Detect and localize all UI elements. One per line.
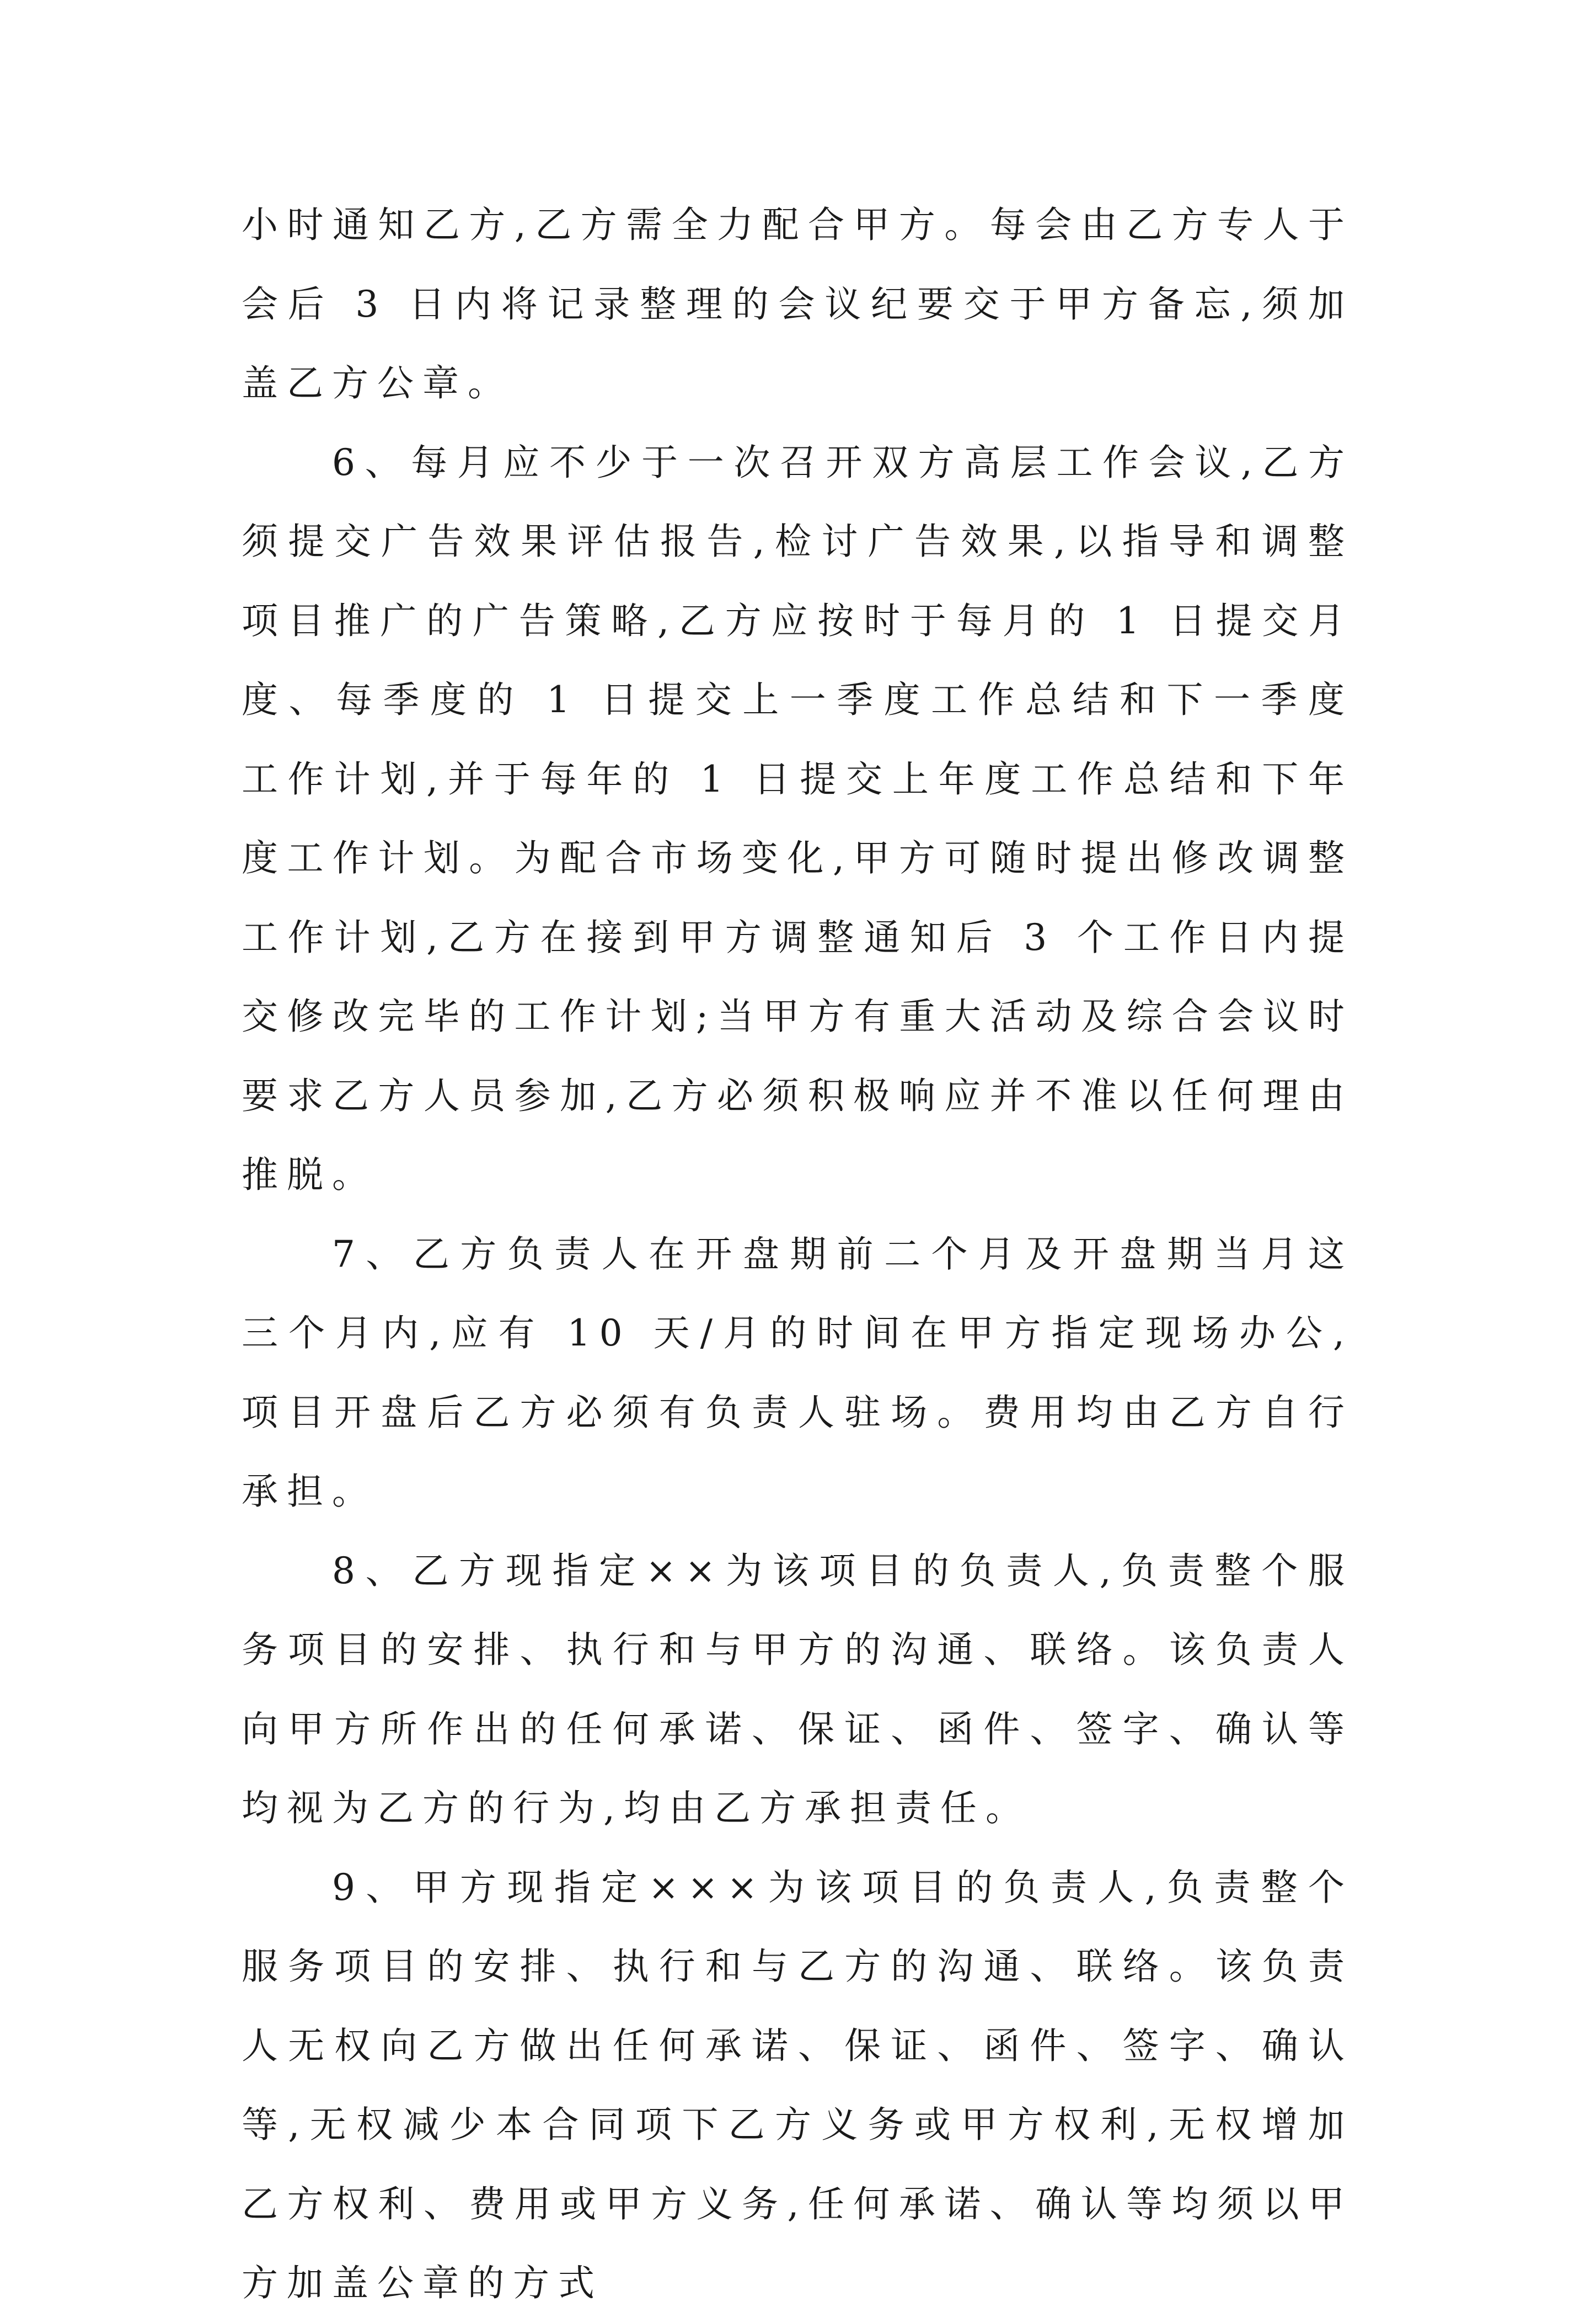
- paragraph-continuation: 小时通知乙方,乙方需全力配合甲方。每会由乙方专人于会后 3 日内将记录整理的会议纪要交于甲方备忘,须加盖乙方公章。: [242, 204, 1353, 404]
- paragraph-clause-9: 9、甲方现指定×××为该项目的负责人,负责整个服务项目的安排、执行和与乙方的沟通、联络。该负责人无权向乙方做出任何承诺、保证、函件、签字、确认等,无权减少本合同项下乙方义务或甲方权利,无权增加乙方权利、费用或甲方义务,任何承诺、确认等均须以甲方加盖公章的方式: [242, 1866, 1353, 2304]
- paragraph-clause-7: 7、乙方负责人在开盘期前二个月及开盘期当月这三个月内,应有 10 天/月的时间在甲方指定现场办公,项目开盘后乙方必须有负责人驻场。费用均由乙方自行承担。: [242, 1232, 1353, 1513]
- paragraph-clause-6: 6、每月应不少于一次召开双方高层工作会议,乙方须提交广告效果评估报告,检讨广告效果,以指导和调整项目推广的广告策略,乙方应按时于每月的 1 日提交月度、每季度的 1 日提交上一季度工作总结和下一季度工作计划,并于每年的 1 日提交上年度工作总结和下年度工作计划。为配合市场变化,甲方可随时提出修改调整工作计划,乙方在接到甲方调整通知后 3 个工作日内提交修改完毕的工作计划;当甲方有重大活动及综合会议时要求乙方人员参加,乙方必须积极响应并不准以任何理由推脱。: [242, 441, 1353, 1196]
- paragraph-clause-8: 8、乙方现指定××为该项目的负责人,负责整个服务项目的安排、执行和与甲方的沟通、联络。该负责人向甲方所作出的任何承诺、保证、函件、签字、确认等均视为乙方的行为,均由乙方承担责任。: [242, 1549, 1353, 1829]
- document-body: [242, 185, 1353, 2323]
